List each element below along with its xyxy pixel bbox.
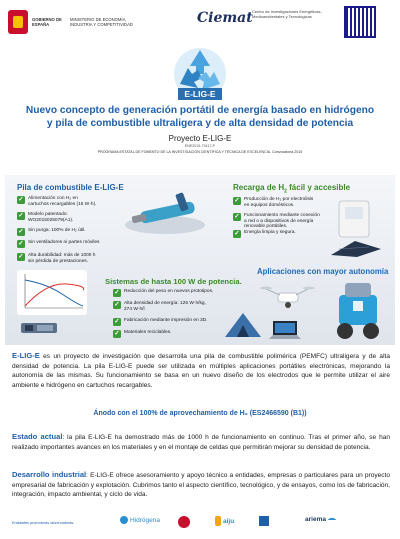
check-icon: ✓	[18, 253, 24, 260]
fuel-cell-item: ✓ Alimentación con H₂ en cartuchos recargables (15 W·h).	[18, 196, 97, 207]
fund-icon	[259, 516, 269, 526]
check-icon: ✓	[114, 289, 120, 296]
electrolyser-image	[325, 197, 385, 257]
emblem-label: E-LIG-E	[178, 88, 222, 100]
ciemat-logo: Ciemat	[197, 10, 253, 26]
check-icon: ✓	[18, 196, 24, 203]
systems-item: ✓ Reducción del peso en nuevos prototipos.	[114, 289, 214, 296]
ciemat-subtitle: Centro de Investigaciones Energéticas, Medioambientales y Tecnológicas	[252, 9, 322, 19]
systems-item: ✓ Materiales reciclables.	[114, 330, 172, 337]
check-icon: ✓	[18, 240, 24, 247]
partner-seal-icon	[178, 516, 190, 528]
industrial-lead: Desarrollo industrial	[12, 470, 87, 479]
performance-plot-image	[17, 270, 87, 315]
fund-logo	[259, 516, 269, 526]
government-name: GOBIERNO DE ESPAÑA	[32, 17, 62, 27]
tent-image	[223, 309, 263, 339]
title-line-2: y pila de combustible ultraligera y de alta densidad de potencia	[46, 117, 354, 129]
check-icon: ✓	[18, 228, 24, 235]
systems-item: ✓ Alta densidad de energía: 125 W·h/kg, 274 W·h/l	[114, 301, 206, 312]
intro-text: es un proyecto de investigación que desarrolla una pila de combustible polimérica (PEMFC) ultraligera y de alta densidad de potencia. La pila E-LIG-E puede ser utilizada en múltiples aplicaciones portátiles electrónicas, mejorando la autonomía de las mismas. Su funcionamiento se basa en un nuevo diseño de los electrodos que le permite utilizar el aire ambiente e hidrógeno en cartuchos recargables.	[12, 353, 390, 389]
industrial-text: : E-LIG-E ofrece asesoramiento y apoyo técnico a entidades, empresas o particulares para un proyecto empresarial de fabricación y explotación. Cubrimos tanto el aspecto científico, tecnológico, y de ensayos, como los de fabricación, integración, impacto ambiental, y ciclo de vida.	[12, 472, 390, 499]
cell-stack-image	[17, 317, 62, 341]
check-icon: ✓	[234, 230, 240, 237]
recharge-item: ✓ Energía limpia y segura.	[234, 230, 296, 237]
laptop-image	[267, 319, 303, 341]
status-paragraph	[12, 432, 390, 452]
status-lead: Estado actual	[12, 432, 63, 441]
coat-of-arms-icon	[8, 10, 28, 34]
footer-label: Entidades promotoras observadoras:	[12, 521, 75, 525]
intro-lead: E-LIG-E	[12, 351, 40, 360]
drone-image	[260, 279, 315, 319]
applications-title: Aplicaciones con mayor autonomía	[257, 267, 389, 276]
robot-image	[327, 275, 389, 341]
ariema-logo: ariema	[305, 516, 336, 523]
ministry-name: MINISTERIO DE ECONOMÍA, INDUSTRIA Y COMPETITIVIDAD	[70, 17, 133, 27]
intro-paragraph	[12, 351, 390, 390]
title-line-1: Nuevo concepto de generación portátil de energía basado en hidrógeno	[25, 105, 375, 116]
aiju-logo: aiju	[215, 516, 234, 526]
fuel-cell-title: Pila de combustible E-LIG-E	[17, 183, 124, 192]
government-logo	[8, 6, 158, 38]
fuel-cell-device-image	[120, 185, 210, 240]
qr-code-icon[interactable]	[344, 6, 376, 38]
project-program: PROGRAMA ESTATAL DE FOMENTO DE LA INVESTIGACIÓN CIENTÍFICA Y TÉCNICA DE EXCELENCIA. Convocatoria 2015	[97, 150, 303, 154]
fuel-cell-item: ✓ Modelo patentado: WO2015025079(A1).	[18, 212, 74, 223]
systems-title: Sistemas de hasta 100 W de potencia.	[105, 277, 242, 286]
partner-seal-logo	[178, 516, 190, 528]
aiju-mark-icon	[215, 516, 221, 526]
recharge-item: ✓ Funcionamiento mediante conexión a red o a dispositivos de energía renovable portátiles.	[234, 213, 320, 230]
fuel-cell-item: ✓ Alta durabilidad: más de 1000 h sin pérdida de prestaciones.	[18, 253, 96, 264]
project-code: ENE2015-73417-P	[184, 144, 216, 148]
check-icon: ✓	[234, 213, 240, 220]
industrial-paragraph	[12, 470, 390, 500]
recharge-title: Recarga de $H_2$ fácil y accesible	[233, 183, 351, 195]
anode-highlight: Ánodo con el 100% de aprovechamiento de H₂ (ES2466590 (B1))	[93, 410, 307, 417]
check-icon: ✓	[114, 301, 120, 308]
check-icon: ✓	[114, 330, 120, 337]
recharge-item: ✓ Producción de H₂ por electrolisis en equipos domésticos.	[234, 197, 314, 208]
poster-title	[20, 105, 380, 130]
hydrogen-drop-icon	[120, 516, 128, 524]
ariema-swoosh-icon	[328, 518, 336, 522]
systems-item: ✓ Fabricación mediante impresión en 3D.	[114, 318, 208, 325]
fuel-cell-item: ✓ Sin ventiladores ni partes móviles	[18, 240, 100, 247]
fuel-cell-item: ✓ Sin purga: 100% de H₂ útil.	[18, 228, 86, 235]
features-panel	[5, 175, 395, 345]
check-icon: ✓	[234, 197, 240, 204]
check-icon: ✓	[114, 318, 120, 325]
status-text: : la pila E-LIG-E ha demostrado más de 1000 h de funcionamiento en continuo. Tras el primer año, se han realizado importantes avances en los materiales y en el montaje de celdas que permitirán mejorar su densidad de potencia.	[12, 434, 390, 451]
check-icon: ✓	[18, 212, 24, 219]
project-name: Proyecto E-LIG-E	[168, 134, 232, 143]
hidrogena-logo: Hidrógena	[120, 516, 160, 524]
header	[0, 0, 400, 44]
